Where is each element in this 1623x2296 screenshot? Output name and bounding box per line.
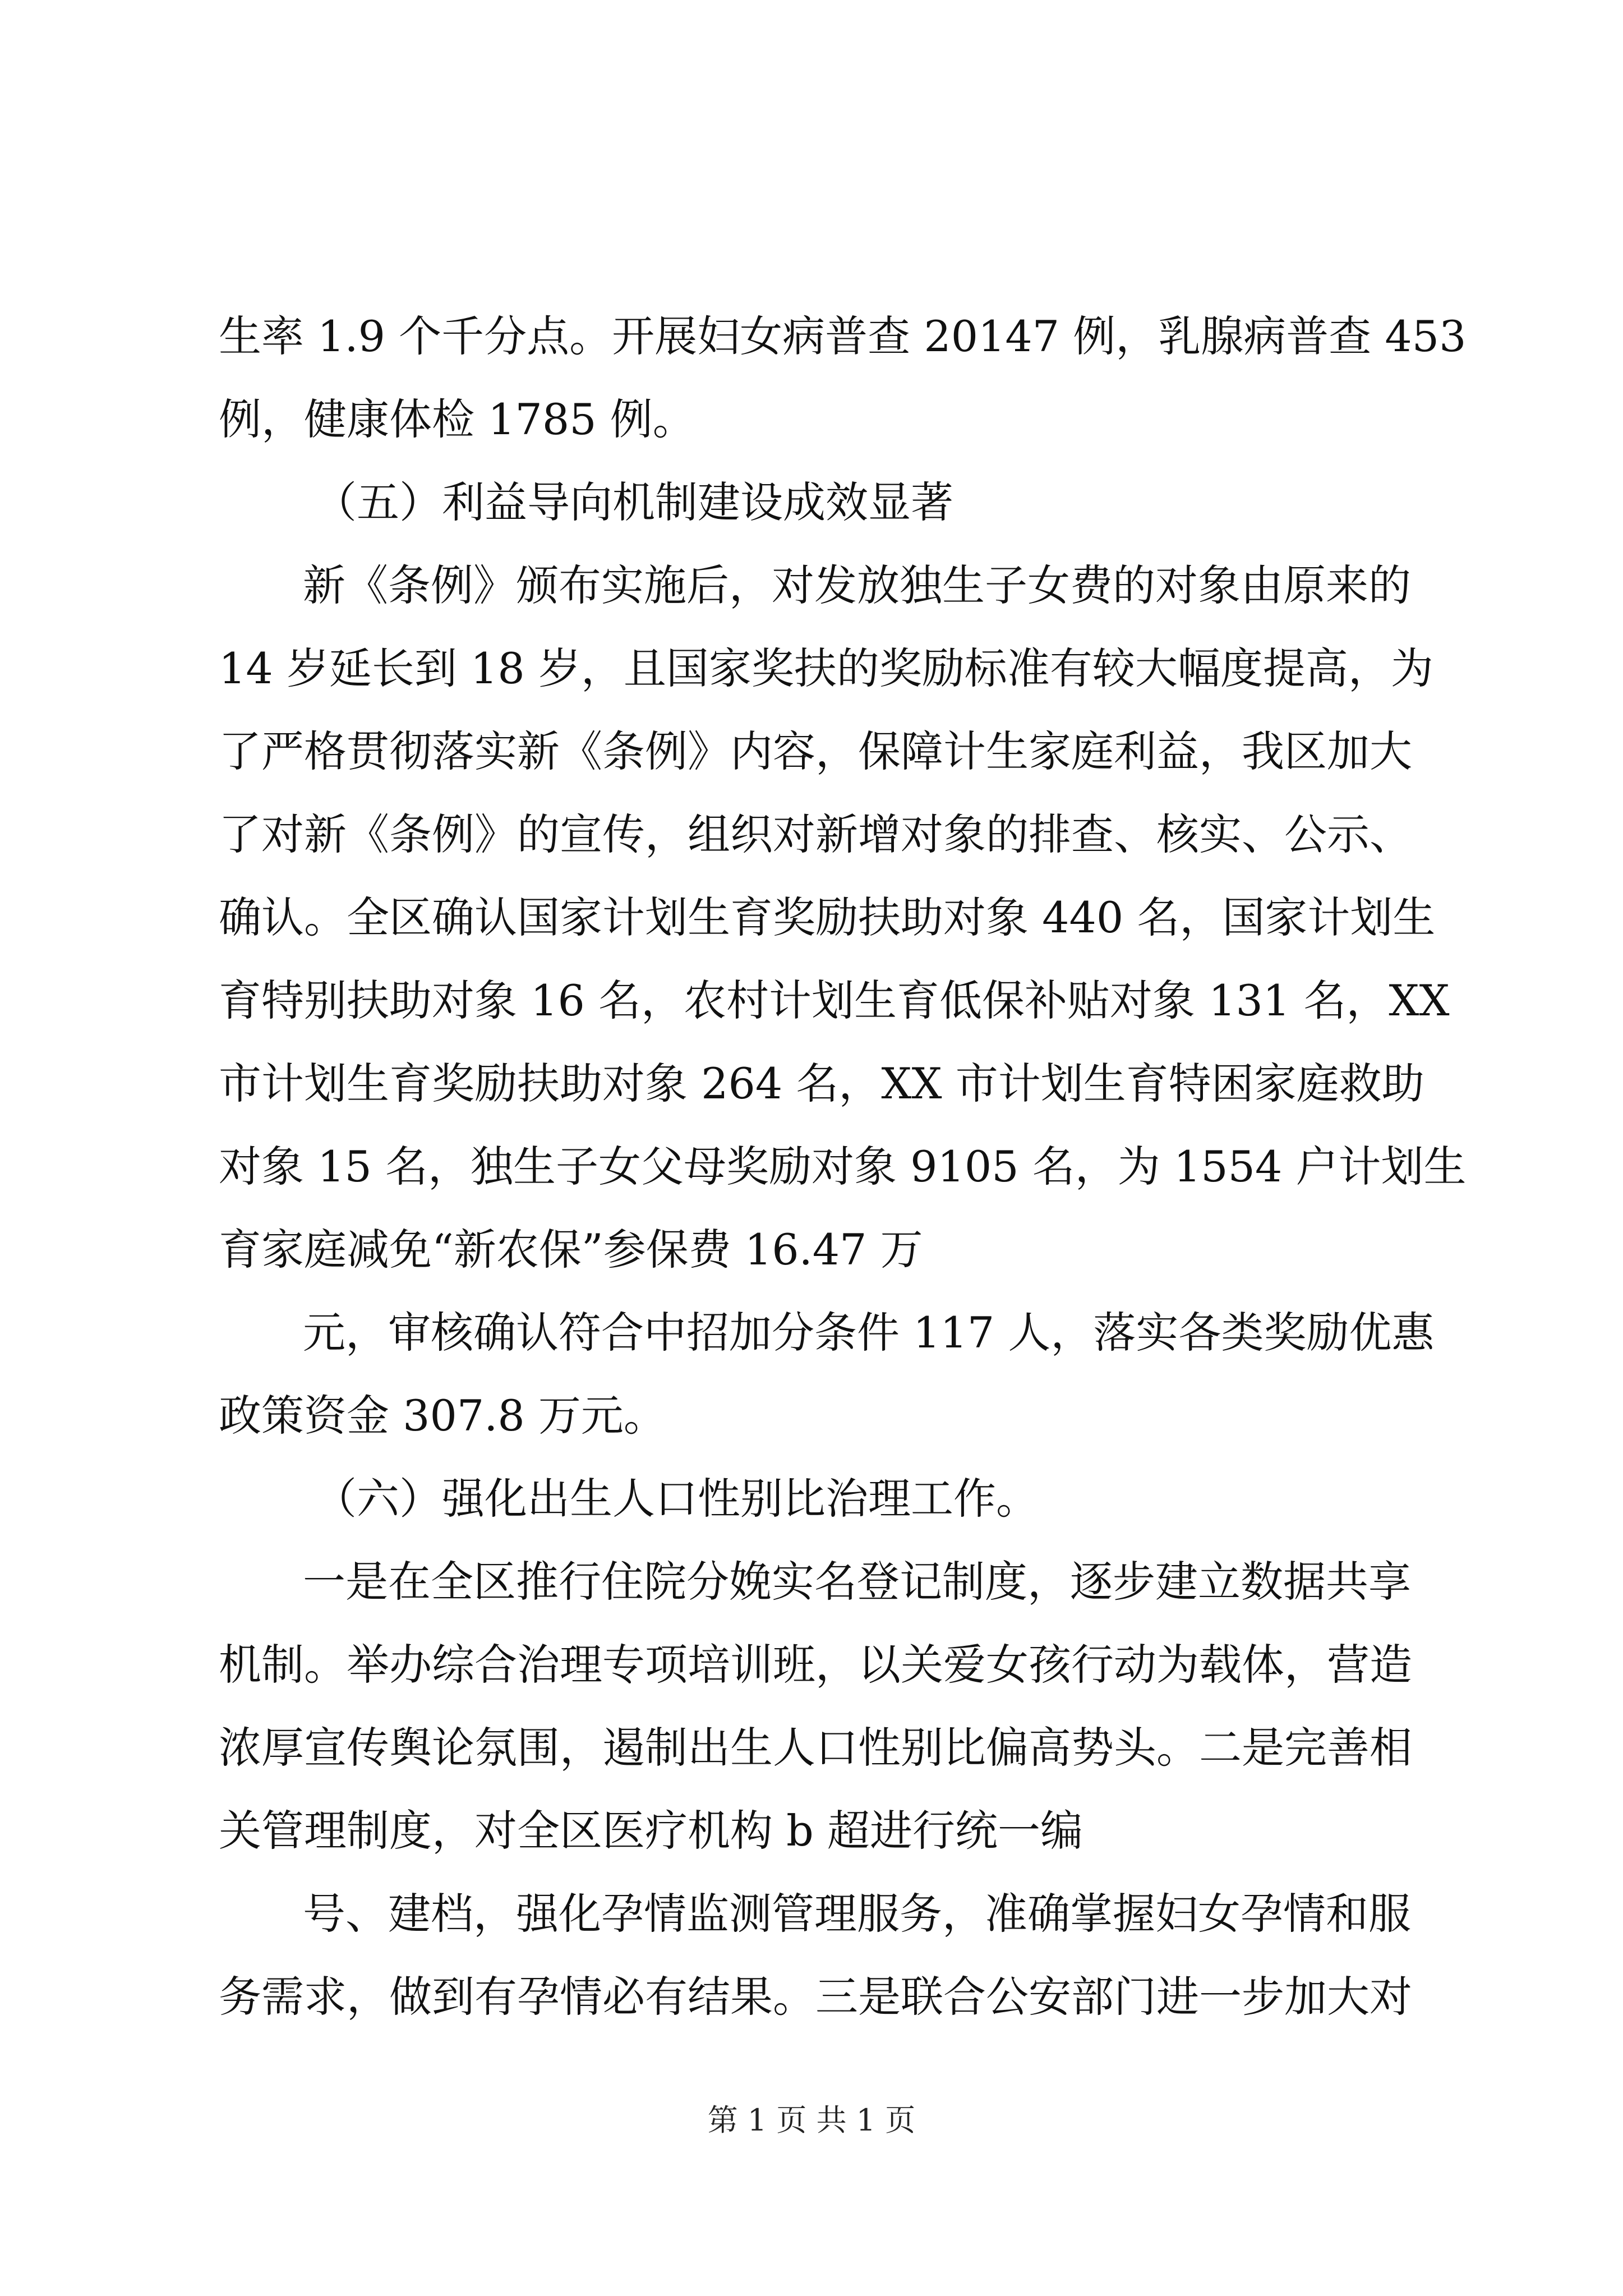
text-line: 务需求，做到有孕情必有结果。三是联合公安部门进一步加大对 [219,1972,1412,2022]
text-line: 号、建档，强化孕情监测管理服务，准确掌握妇女孕情和服 [303,1889,1411,1939]
text-line: 了对新《条例》的宣传，组织对新增对象的排查、核实、公示、 [219,809,1412,859]
text-line: 一是在全区推行住院分娩实名登记制度，逐步建立数据共享 [303,1557,1411,1607]
text-line: 浓厚宣传舆论氛围，遏制出生人口性别比偏高势头。二是完善相 [219,1723,1412,1773]
text-line: 确认。全区确认国家计划生育奖励扶助对象 440 名，国家计划生 [219,892,1436,942]
text-line: 关管理制度，对全区医疗机构 b 超进行统一编 [219,1806,1083,1856]
text-line: 新《条例》颁布实施后，对发放独生子女费的对象由原来的 [303,560,1411,610]
text-line: 对象 15 名，独生子女父母奖励对象 9105 名，为 1554 户计划生 [219,1142,1467,1191]
text-line: 生率 1.9 个千分点。开展妇女病普查 20147 例，乳腺病普查 453 [219,311,1467,361]
text-line: 元，审核确认符合中招加分条件 117 人，落实各类奖励优惠 [303,1308,1435,1358]
text-line: 政策资金 307.8 万元。 [219,1391,666,1441]
section-heading: （五）利益导向机制建设成效显著 [314,477,953,527]
text-line: 14 岁延长到 18 岁，且国家奖扶的奖励标准有较大幅度提高，为 [219,643,1433,693]
text-line: 市计划生育奖励扶助对象 264 名，XX 市计划生育特困家庭救助 [219,1059,1424,1108]
page-footer: 第 1 页 共 1 页 [707,2102,916,2138]
text-line: 育家庭减免“新农保”参保费 16.47 万 [219,1225,923,1274]
text-line: 了严格贯彻落实新《条例》内容，保障计生家庭利益，我区加大 [219,726,1412,776]
text-line: 育特别扶助对象 16 名，农村计划生育低保补贴对象 131 名，XX [219,976,1450,1025]
text-line: 机制。举办综合治理专项培训班，以关爱女孩行动为载体，营造 [219,1640,1412,1690]
section-heading: （六）强化出生人口性别比治理工作。 [314,1474,1039,1524]
text-line: 例，健康体检 1785 例。 [219,394,695,444]
